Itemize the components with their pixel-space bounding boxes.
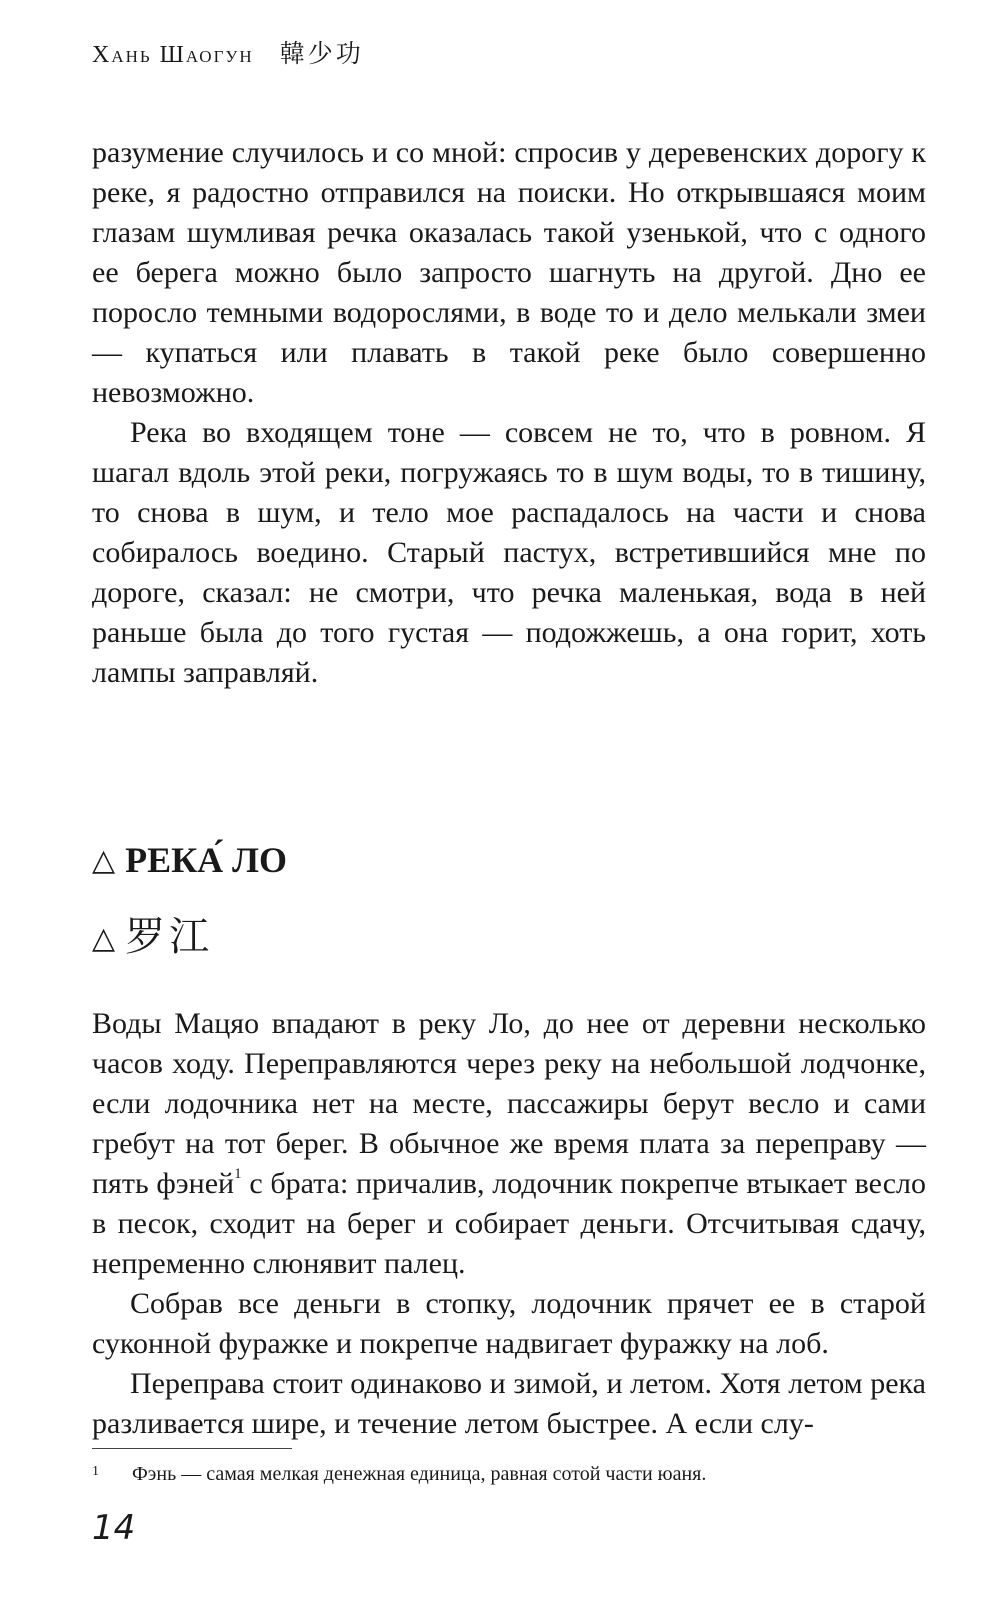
section-title-cjk-text: 罗江 <box>125 914 214 960</box>
footnote-divider <box>92 1448 292 1449</box>
footnote <box>92 1461 926 1487</box>
section-title-text: РЕКА́ ЛО <box>125 840 288 880</box>
footnote-text: Фэнь — самая мелкая денежная единица, равная сотой части юаня. <box>132 1463 707 1485</box>
section-title <box>92 832 287 891</box>
paragraph-continuation: разумение случилось и со мной: спросив у деревенских дорогу к реке, я радостно отправился на поиски. Но открывшаяся моим глазам шумливая речка оказалась такой узенькой, что с одного ее берега можно было запросто шагнуть на другой. Дно ее поросло темными водорослями, в воде то и дело мелькали змеи — купаться или плавать в такой реке было совершенно невозможно. <box>92 136 926 409</box>
page-number: 14 <box>92 1508 136 1548</box>
paragraph: Собрав все деньги в стопку, лодочник прячет ее в старой суконной фуражке и покрепче надвигает фуражку на лоб. <box>92 1287 926 1360</box>
running-head-author-cjk: 韓少功 <box>279 41 364 68</box>
triangle-icon: △ <box>92 921 116 956</box>
paragraph-text: с брата: причалив, лодочник покрепче втыкает весло в песок, сходит на берег и собирает деньги. Отсчитывая сдачу, непременно слюнявит палец. <box>92 1167 926 1280</box>
footnote-mark: 1 <box>92 1464 99 1479</box>
section-title-cjk <box>92 905 213 973</box>
paragraph: Река во входящем тоне — совсем не то, что в ровном. Я шагал вдоль этой реки, погружаясь то в шум воды, то в тишину, то снова в шум, и тело мое распадалось на части и снова собиралось воедино. Старый пастух, встретившийся мне по дороге, сказал: не смотри, что речка маленькая, вода в ней раньше была до того густая — подожжешь, а она горит, хоть лампы заправляй. <box>92 416 926 689</box>
running-head <box>92 34 364 70</box>
paragraph: Переправа стоит одинаково и зимой, и летом. Хотя летом река разливается шире, и течение летом быстрее. А если слу- <box>92 1367 926 1440</box>
footnote-reference[interactable]: 1 <box>234 1166 242 1182</box>
top-text-block <box>92 133 926 693</box>
triangle-icon: △ <box>92 843 116 878</box>
paragraph <box>92 1004 926 1284</box>
paragraph-text: Воды Мацяо впадают в реку Ло, до нее от деревни несколько часов ходу. Переправляются через реку на небольшой лодчонке, если лодочника нет на месте, пассажиры берут весло и сами гребут на тот берег. В обычное же время плата за переправу — пять фэней <box>92 1007 926 1200</box>
bottom-text-block <box>92 1004 926 1444</box>
running-head-author: Хань Шаогун <box>92 42 254 68</box>
